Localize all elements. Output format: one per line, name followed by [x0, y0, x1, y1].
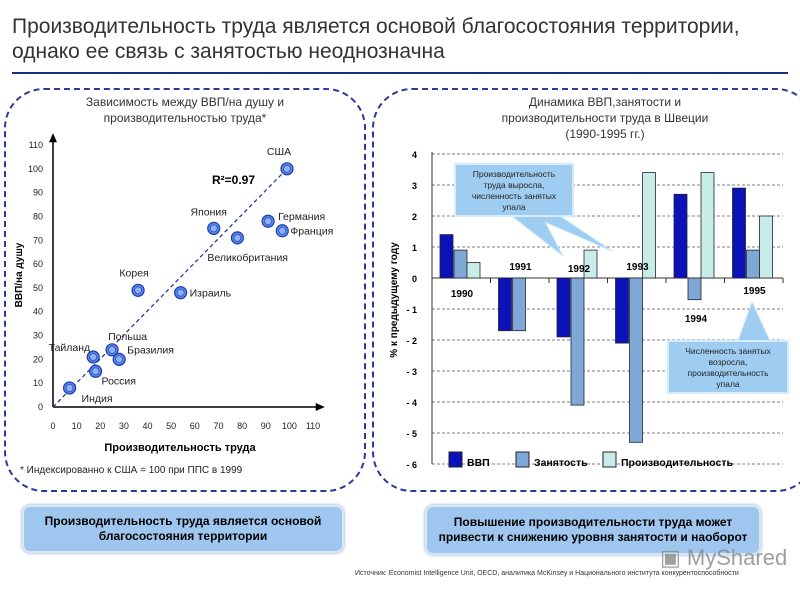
y-tick-label: 50	[32, 282, 43, 293]
y-tick-label: 80	[32, 211, 43, 222]
x-tick-label: 30	[118, 421, 129, 431]
bar-Производительность	[467, 263, 480, 279]
category-label: 1991	[509, 262, 532, 273]
bar-Занятость	[571, 278, 584, 405]
scatter-title-line: производительностью труда*	[103, 111, 267, 125]
source-note: Источник: Economist Intelligence Unit, OECD, аналитика McKinsey и Национального института конкурентоспособности	[355, 570, 739, 577]
footnote: * Индексированно к США = 100 при ППС в 1999	[20, 465, 243, 476]
bar-Занятость	[513, 278, 526, 331]
y-axis-label: ВВП/на душу	[14, 242, 25, 308]
y-tick-label: 70	[32, 235, 43, 246]
bar-Занятость	[454, 250, 467, 278]
callout-productivity-up-text: труда выросла,	[483, 180, 545, 190]
callout-employment-up-text: производительность	[687, 368, 769, 378]
bar-ВВП	[674, 194, 687, 278]
bar-ВВП	[557, 278, 570, 337]
legend-label: ВВП	[467, 457, 490, 469]
y-tick-label: 90	[32, 187, 43, 198]
bar-Занятость	[630, 278, 643, 442]
x-tick-label: 80	[237, 421, 248, 431]
y-tick-label: - 3	[406, 367, 417, 377]
y-tick-label: - 4	[406, 398, 417, 408]
y-tick-label: - 6	[406, 460, 417, 470]
bar-title-line: (1990-1995 гг.)	[565, 127, 645, 141]
y-tick-label: 1	[411, 243, 417, 253]
x-axis-label: Производительность труда	[104, 442, 256, 454]
y-tick-label: 0	[37, 402, 43, 412]
y-tick-label: 10	[32, 378, 43, 389]
watermark: ▣ MyShared	[660, 545, 788, 570]
point-label: Израиль	[189, 287, 232, 300]
point-label: Германия	[278, 211, 326, 224]
callout-productivity-up-text: упала	[502, 202, 526, 212]
x-tick-label: 10	[71, 421, 82, 431]
point-label: Корея	[119, 267, 149, 280]
y-tick-label: 40	[32, 306, 43, 317]
point-label: Тайланд	[48, 341, 91, 354]
callout-employment-up-text: упала	[716, 379, 740, 389]
category-label: 1994	[684, 314, 708, 325]
x-tick-label: 0	[50, 421, 56, 431]
callout-productivity-up-text: Производительность	[472, 169, 556, 179]
y-tick-label: 100	[27, 163, 43, 174]
x-tick-label: 60	[189, 421, 200, 431]
x-tick-label: 100	[281, 421, 297, 431]
point-label: Великобритания	[207, 251, 289, 264]
r-squared-annotation: R²=0.97	[212, 173, 256, 187]
bar-title-line: производительности труда в Швеции	[501, 111, 709, 125]
callout-employment-up-pointer	[738, 302, 770, 341]
y-tick-label: - 2	[406, 336, 417, 346]
x-tick-label: 20	[95, 421, 106, 431]
y-tick-label: - 5	[406, 429, 417, 439]
legend-swatch	[449, 452, 462, 467]
point-label: США	[266, 145, 292, 158]
y-tick-label: 2	[411, 212, 417, 222]
category-label: 1995	[743, 286, 766, 297]
callout-employment-up-text: Численность занятых	[685, 346, 771, 356]
x-tick-label: 50	[166, 421, 177, 431]
left-conclusion: Производительность труда является основой благосостояния территории	[22, 505, 344, 553]
bar-ВВП	[499, 278, 512, 331]
watermark-text: MyShared	[686, 545, 788, 570]
bar-Производительность	[760, 216, 773, 278]
legend-swatch	[603, 452, 616, 467]
y-tick-label: 20	[32, 354, 43, 365]
y-tick-label: 30	[32, 330, 43, 341]
page-title: Производительность труда является основой благосостояния территории, однако ее связь с занятостью неоднозначна	[12, 15, 740, 63]
point-label: Франция	[290, 225, 334, 238]
point-label: Польша	[108, 330, 148, 343]
category-label: 1990	[450, 289, 474, 300]
category-label: 1993	[626, 262, 649, 273]
bar-ВВП	[616, 278, 629, 343]
x-tick-label: 70	[213, 421, 224, 431]
legend-label: Занятость	[534, 457, 588, 469]
point-label: Индия	[81, 392, 113, 405]
y-tick-label: 60	[32, 259, 43, 270]
callout-employment-up-text: возросла,	[708, 357, 748, 367]
y-axis-label: % к предыдущему году	[389, 242, 400, 358]
scatter-title-line: Зависимость между ВВП/на душу и	[85, 95, 285, 109]
point-label: Россия	[101, 375, 136, 388]
bar-Производительность	[701, 173, 714, 278]
y-tick-label: 0	[411, 274, 417, 284]
bar-ВВП	[440, 235, 453, 278]
point-label: Япония	[190, 206, 227, 219]
category-label: 1992	[567, 264, 591, 275]
bar-Занятость	[688, 278, 701, 300]
point-label: Бразилия	[127, 344, 174, 357]
x-tick-label: 40	[142, 421, 153, 431]
y-tick-label: 3	[411, 181, 417, 191]
x-tick-label: 110	[305, 421, 321, 431]
bar-title-line: Динамика ВВП,занятости и	[528, 95, 682, 109]
y-tick-label: 4	[411, 150, 417, 160]
legend-swatch	[516, 452, 529, 467]
bar-ВВП	[733, 188, 746, 278]
legend-label: Производительность	[621, 457, 733, 469]
callout-productivity-up-text: численность занятых	[471, 191, 557, 201]
bar-Занятость	[747, 250, 760, 278]
y-tick-label: - 1	[406, 305, 417, 315]
y-tick-label: 110	[28, 140, 43, 150]
x-tick-label: 90	[260, 421, 271, 431]
right-conclusion: Повышение производительности труда может привести к снижению уровня занятости и наоборот	[425, 505, 761, 555]
